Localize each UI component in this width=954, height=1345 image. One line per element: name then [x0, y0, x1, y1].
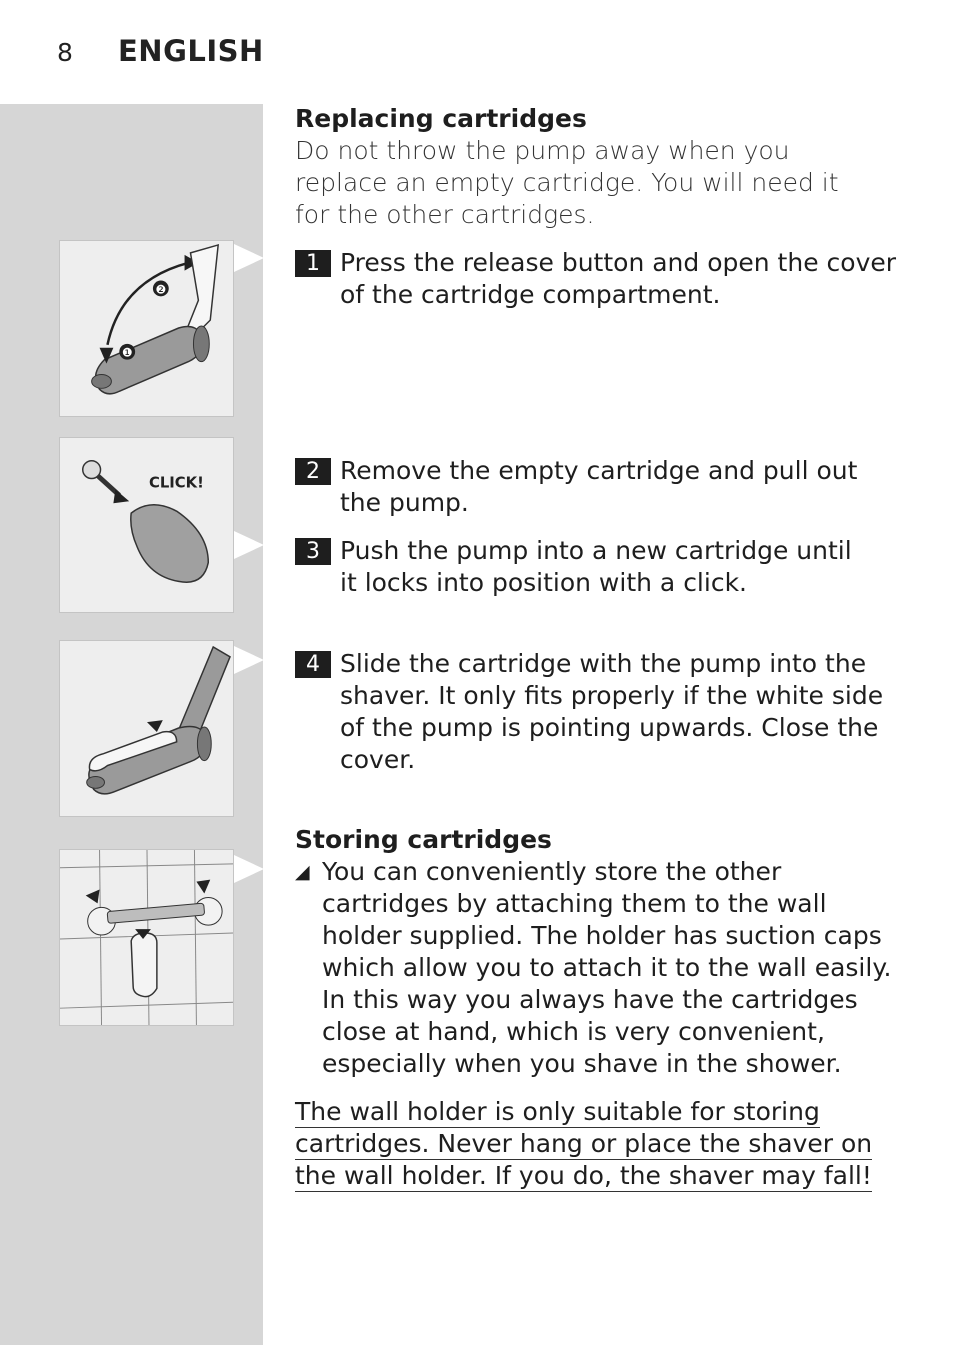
step-1	[295, 247, 915, 311]
step-4	[295, 648, 915, 776]
figure-pointer	[234, 646, 264, 674]
figure-pointer	[234, 244, 264, 272]
figure-pointer	[234, 531, 264, 559]
step-text: Push the pump into a new cartridge until it locks into position with a click.	[340, 536, 852, 597]
figure-pump-click	[59, 437, 234, 613]
figure-pointer	[234, 855, 264, 883]
marker-step-2: ❷	[155, 282, 167, 297]
shaver-insert-illustration	[60, 641, 233, 816]
triangle-bullet-icon: ◢	[295, 861, 310, 883]
shaver-open-cover-illustration	[60, 241, 233, 416]
replacing-section	[295, 103, 915, 231]
bullet-text: You can conveniently store the other cartridges by attaching them to the wall holder supplied. The holder has suction caps which allow you to attach it to the wall easily. In this way you always have the cartridges close at hand, which is very convenient, especially when you shave in the shower.	[322, 857, 892, 1078]
warning-text: The wall holder is only suitable for storing cartridges. Never hang or place the shaver on the wall holder. If you do, the shaver may fall!	[295, 1097, 873, 1190]
wall-holder-illustration	[60, 850, 233, 1025]
storing-bullet	[295, 856, 895, 1080]
section-title-replacing: Replacing cartridges	[295, 104, 587, 133]
click-label: CLICK!	[148, 474, 204, 492]
step-text: Remove the empty cartridge and pull out the pump.	[340, 456, 858, 517]
step-3	[295, 535, 915, 599]
step-number-badge: 4	[295, 651, 331, 678]
figure-wall-holder	[59, 849, 234, 1026]
figure-open-cover	[59, 240, 234, 417]
step-2	[295, 455, 915, 519]
step-number-badge: 3	[295, 538, 331, 565]
replacing-intro: Do not throw the pump away when you replace an empty cartridge. You will need it for the other cartridges.	[295, 136, 839, 229]
step-text: Press the release button and open the cover of the cartridge compartment.	[340, 248, 897, 309]
wall-holder-warning	[295, 1096, 895, 1192]
storing-section	[295, 824, 915, 856]
figure-insert-cartridge	[59, 640, 234, 817]
step-number-badge: 1	[295, 250, 331, 277]
language-heading: ENGLISH	[118, 34, 264, 68]
marker-step-1: ❶	[121, 345, 133, 360]
pump-cartridge-illustration	[60, 438, 233, 612]
step-text: Slide the cartridge with the pump into the shaver. It only fits properly if the white side of the pump is pointing upwards. Close the cover.	[340, 649, 884, 774]
page-number: 8	[57, 38, 73, 67]
step-number-badge: 2	[295, 458, 331, 485]
section-title-storing: Storing cartridges	[295, 825, 552, 854]
